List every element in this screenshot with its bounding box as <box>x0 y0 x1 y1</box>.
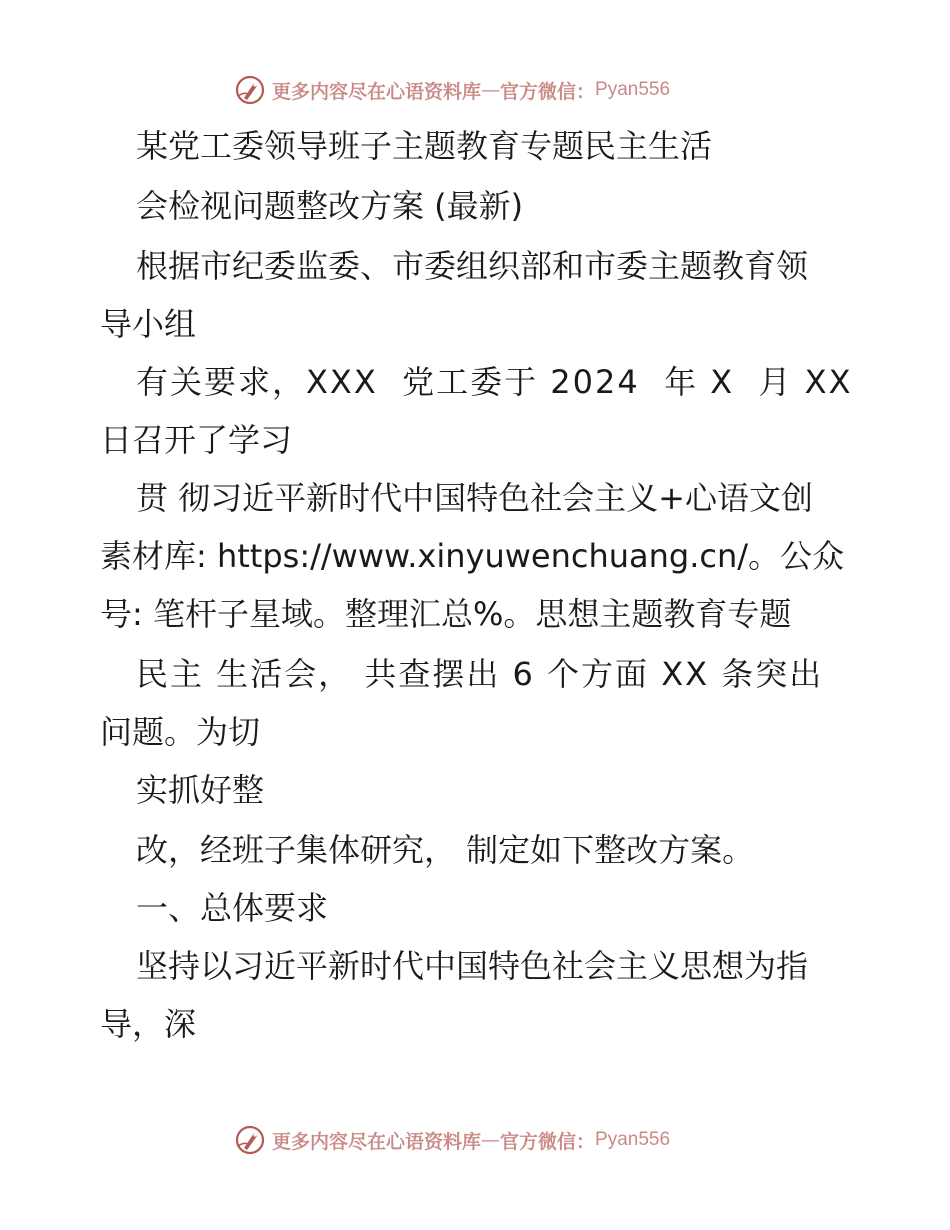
paragraph-line: 日召开了学习 <box>100 421 293 459</box>
header-wechat-id: Pyan556 <box>595 79 671 100</box>
paragraph-line: 改，经班子集体研究， 制定如下整改方案。 <box>136 831 755 869</box>
header-banner <box>234 72 670 108</box>
header-wechat-label: 官方微信： <box>500 80 596 103</box>
paragraph-line: 有关要求，XXX 党工委于 2024 年 X 月 XX <box>136 363 853 401</box>
header-banner-text: 更多内容尽在心语资料库 <box>272 80 482 103</box>
paragraph-line: 问题。为切 <box>100 713 261 751</box>
paragraph-line: 民主 生活会， 共查摆出 6 个方面 XX 条突出 <box>136 655 824 693</box>
paragraph-line: 贯 彻习近平新时代中国特色社会主义+心语文创 <box>136 479 813 517</box>
section-heading: 一、总体要求 <box>136 889 329 927</box>
footer-wechat-label: 官方微信： <box>500 1130 596 1153</box>
header-banner-separator: — <box>481 79 501 101</box>
paragraph-line: 导小组 <box>100 305 197 343</box>
paragraph-line: 导，深 <box>100 1005 197 1043</box>
paragraph-line: 素材库: https://www.xinyuwenchuang.cn/。公众 <box>100 537 845 575</box>
paragraph-line: 坚持以习近平新时代中国特色社会主义思想为指 <box>136 947 809 985</box>
pen-nib-logo-icon <box>234 74 266 106</box>
document-title-line-1: 某党工委领导班子主题教育专题民主生活 <box>136 127 713 165</box>
footer-banner-separator: — <box>481 1129 501 1151</box>
document-title-line-2: 会检视问题整改方案 (最新) <box>136 187 524 225</box>
paragraph-line: 实抓好整 <box>136 771 265 809</box>
footer-wechat-id: Pyan556 <box>595 1129 671 1150</box>
pen-nib-logo-icon <box>234 1124 266 1156</box>
paragraph-line: 根据市纪委监委、市委组织部和市委主题教育领 <box>136 247 809 285</box>
paragraph-line: 号: 笔杆子星域。整理汇总%。思想主题教育专题 <box>100 595 792 633</box>
footer-banner <box>234 1122 670 1158</box>
footer-banner-text: 更多内容尽在心语资料库 <box>272 1130 482 1153</box>
